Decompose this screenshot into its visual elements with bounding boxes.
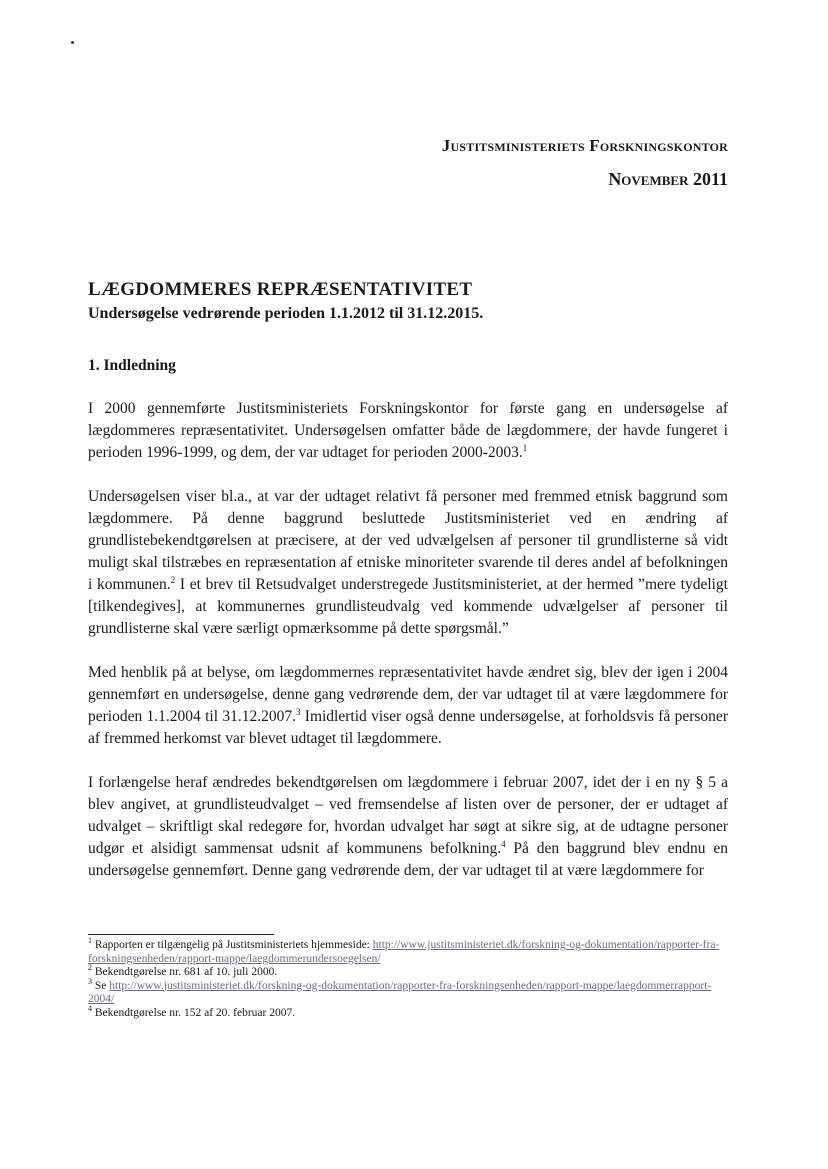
- section-heading: 1. Indledning: [88, 357, 176, 374]
- footnote-link[interactable]: http://www.justitsministeriet.dk/forskning-og-dokumentation/rapporter-fra-forskningsenheden/rapport-mappe/laegdommerrapport-2004/: [88, 979, 712, 1005]
- footnote-text: Se: [92, 979, 110, 992]
- paragraph-text: I 2000 gennemførte Justitsministeriets Forskningskontor for første gang en undersøgelse af lægdommeres repræsentativitet. Undersøgelsen omfatter både de lægdommere, der havde fungeret i perioden 1996-1999, og dem, der var udtaget for perioden 2000-2003.: [88, 400, 728, 461]
- document-subtitle: Undersøgelse vedrørende perioden 1.1.2012 til 31.12.2015.: [88, 305, 484, 322]
- paragraph-2: [88, 486, 728, 640]
- paragraph-text: På den baggrund blev endnu en undersøgelse gennemført. Denne gang vedrørende dem, der var udtaget til at være lægdommere for: [88, 840, 728, 879]
- footnote-number: 2: [88, 963, 92, 973]
- footnote-ref[interactable]: 3: [295, 706, 301, 717]
- footnote-ref[interactable]: 2: [170, 574, 176, 585]
- footnote-text: Bekendtgørelse nr. 152 af 20. februar 2007.: [92, 1006, 296, 1019]
- footnote-divider: [88, 934, 274, 935]
- footnote-1: [88, 936, 728, 966]
- paragraph-text: Med henblik på at belyse, om lægdommernes repræsentativitet havde ændret sig, blev der igen i 2004 gennemført en undersøgelse, denne gang vedrørende dem, der var udtaget til at være lægdommere for perioden 1.1.2004 til 31.12.2007.: [88, 664, 728, 725]
- publication-date: November 2011: [608, 169, 728, 189]
- paragraph-1: [88, 398, 728, 464]
- document-title: LÆGDOMMERES REPRÆSENTATIVITET: [88, 279, 473, 300]
- footnote-4: [88, 1003, 728, 1021]
- footnote-ref[interactable]: 4: [501, 838, 506, 849]
- paragraph-text: Undersøgelsen viser bl.a., at var der udtaget relativt få personer med fremmed etnisk baggrund som lægdommere. På denne baggrund besluttede Justitsministeriet ved en ændring af grundlistebekendtgørelsen at præcisere, at der ved udvælgelsen af personer til grundlisterne så vidt muligt skal tilstræbes en repræsentation af etniske minoriteter svarende til deres andel af befolkningen i kommunen.: [88, 488, 728, 593]
- body-text: [88, 398, 728, 904]
- paragraph-text: I forlængelse heraf ændredes bekendtgørelsen om lægdommere i februar 2007, idet der i en ny § 5 a blev angivet, at grundlisteudvalget – ved fremsendelse af listen over de personer, der er udtaget af udvalget – skriftligt skal redegøre for, hvordan udvalget har søgt at sikre sig, at de udtagne personer udgør et alsidigt sammensat udsnit af kommunens befolkning.: [88, 774, 728, 857]
- footnote-number: 4: [88, 1003, 92, 1013]
- paragraph-4: [88, 772, 728, 882]
- footnotes: [88, 936, 728, 1020]
- paragraph-3: [88, 662, 728, 750]
- paragraph-text: I et brev til Retsudvalget understregede Justitsministeriet, at der hermed ”mere tydeligt [tilkendegives], at kommunernes grundlisteudvalg ved kommende udvælgelser af personer til grundlisterne skal være særligt opmærksomme på dette spørgsmål.”: [88, 576, 728, 637]
- title-block: [88, 279, 738, 323]
- organization-name: Justitsministeriets Forskningskontor: [441, 136, 728, 155]
- footnote-ref[interactable]: 1: [522, 442, 528, 453]
- footnote-2: [88, 963, 728, 980]
- footnote-text: Bekendtgørelse nr. 681 af 10. juli 2000.: [92, 966, 278, 978]
- footnote-text: Rapporten er tilgængelig på Justitsministeriets hjemmeside:: [92, 939, 373, 951]
- footnote-link[interactable]: http://www.justitsministeriet.dk/forskning-og-dokumentation/rapporter-fra-forskningsenheden/rapport-mappe/laegdommerundersoegelsen/: [88, 939, 720, 965]
- footnote-number: 1: [88, 936, 92, 946]
- footnote-number: 3: [88, 976, 92, 986]
- scan-speck: [71, 41, 74, 44]
- paragraph-text: Imidlertid viser også denne undersøgelse, at forholdsvis få personer af fremmed herkomst var blevet udtaget til lægdommere.: [88, 708, 728, 747]
- page-header: [442, 136, 728, 190]
- footnote-3: [88, 976, 728, 1007]
